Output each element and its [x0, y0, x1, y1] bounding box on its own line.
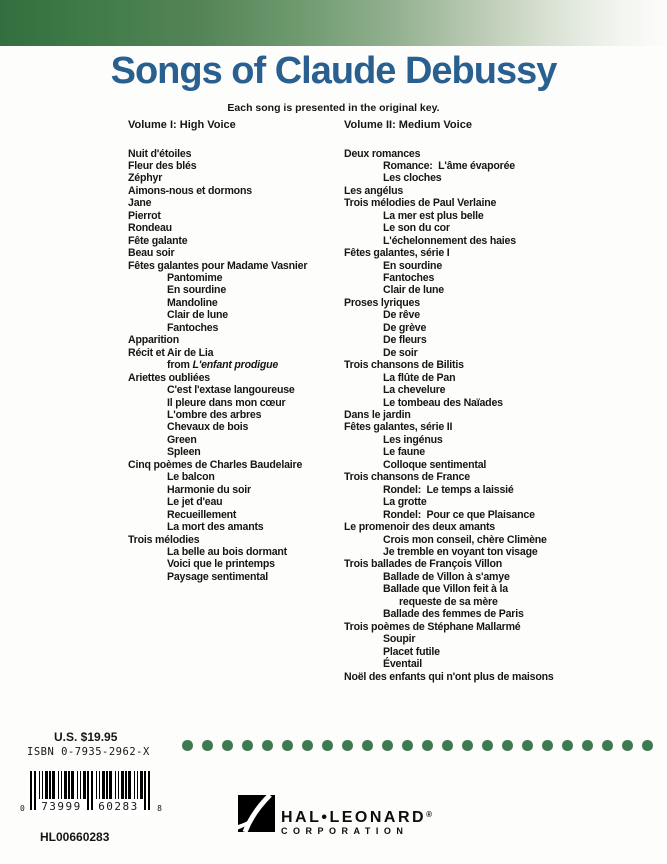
song-title: En sourdine [167, 284, 227, 297]
barcode-guard-middle [87, 771, 93, 810]
song-title: Spleen [167, 446, 201, 459]
volume-2-column [344, 119, 554, 683]
song-title: Fêtes galantes, série I [344, 247, 450, 260]
green-dot [382, 740, 393, 751]
volume-2-song-list [344, 148, 554, 683]
song-title: Beau soir [128, 247, 175, 260]
green-dot [342, 740, 353, 751]
song-title: Apparition [128, 334, 179, 347]
song-title: De rêve [383, 309, 420, 322]
song-title: La flûte de Pan [383, 371, 456, 384]
song-title: Recueillement [167, 508, 237, 521]
song-title: Aimons-nous et dormons [128, 184, 252, 197]
registered-mark: ® [426, 810, 432, 819]
volume-1-column [128, 119, 307, 583]
song-title: Le promenoir des deux amants [344, 521, 495, 534]
hal-leonard-logo [238, 795, 432, 836]
song-title: La grotte [383, 496, 427, 509]
song-title: Rondeau [128, 222, 172, 235]
barcode-digits-group1: 73999 [37, 799, 86, 813]
song-title: Éventail [383, 658, 423, 671]
green-dot [622, 740, 633, 751]
song-title: Fantoches [167, 321, 219, 334]
song-title: Le son du cor [383, 222, 450, 235]
song-title: from L'enfant prodigue [167, 359, 279, 372]
song-title: Trois poèmes de Stéphane Mallarmé [344, 620, 521, 633]
song-title: Trois mélodies de Paul Verlaine [344, 197, 497, 210]
catalog-number: HL00660283 [40, 830, 110, 844]
green-dot [522, 740, 533, 751]
song-title: Fête galante [128, 234, 188, 247]
green-dot [262, 740, 273, 751]
song-title: Ariettes oubliées [128, 371, 210, 384]
song-title: Placet futile [383, 645, 440, 658]
volume-1-song-list [128, 148, 307, 584]
green-dot [562, 740, 573, 751]
green-dot [542, 740, 553, 751]
green-dot [642, 740, 653, 751]
song-title: Pantomime [167, 272, 223, 285]
song-title: La mer est plus belle [383, 209, 484, 222]
song-title: Clair de lune [383, 284, 444, 297]
barcode-digits-group2: 60283 [94, 799, 143, 813]
green-dot [462, 740, 473, 751]
song-title: L'échelonnement des haies [383, 234, 516, 247]
green-dot [322, 740, 333, 751]
green-dot [582, 740, 593, 751]
song-title: Le tombeau des Naïades [383, 396, 503, 409]
song-title: Jane [128, 197, 152, 210]
song-title: Ballade que Villon feit à la [383, 583, 508, 596]
subtitle: Each song is presented in the original key. [227, 102, 440, 114]
song-title: Les angélus [344, 184, 404, 197]
song-title: Nuit d'étoiles [128, 147, 192, 160]
green-dot [302, 740, 313, 751]
song-title: Cinq poèmes de Charles Baudelaire [128, 458, 303, 471]
song-title: De grève [383, 321, 427, 334]
song-title: Récit et Air de Lia [128, 346, 214, 359]
song-title: Soupir [383, 633, 416, 646]
song-title: Le jet d'eau [167, 496, 223, 509]
song-title: Fleur des blés [128, 159, 197, 172]
song-title: Clair de lune [167, 309, 228, 322]
song-title: Mandoline [167, 296, 218, 309]
price-label: U.S. $19.95 [54, 730, 118, 744]
song-title: L'ombre des arbres [167, 409, 262, 422]
song-title: La chevelure [383, 384, 446, 397]
song-title: Trois chansons de France [344, 471, 470, 484]
song-title: Chevaux de bois [167, 421, 249, 434]
song-title: La belle au bois dormant [167, 546, 287, 558]
song-title: Harmonie du soir [167, 483, 251, 496]
green-dot [222, 740, 233, 751]
song-title: Trois chansons de Bilitis [344, 359, 464, 372]
song-title: Paysage sentimental [167, 570, 269, 583]
green-dot [242, 740, 253, 751]
green-dot [602, 740, 613, 751]
song-title: Le balcon [167, 471, 215, 484]
song-title: Colloque sentimental [383, 458, 487, 471]
song-title: Zéphyr [128, 172, 163, 185]
song-title: Ballade de Villon à s'amye [383, 570, 510, 583]
green-dot [442, 740, 453, 751]
song-title: Pierrot [128, 209, 161, 222]
publisher-subtitle: CORPORATION [281, 826, 409, 836]
dot-row [182, 740, 653, 751]
song-title: Proses lyriques [344, 296, 420, 309]
barcode [20, 771, 162, 817]
green-dot [182, 740, 193, 751]
green-dot [502, 740, 513, 751]
song-title: Je tremble en voyant ton visage [383, 546, 538, 558]
top-gradient-bar [0, 0, 667, 46]
song-title: Fêtes galantes, série II [344, 421, 453, 434]
song-title: Fêtes galantes pour Madame Vasnier [128, 259, 308, 272]
song-title: Crois mon conseil, chère Climène [383, 533, 547, 546]
green-dot [482, 740, 493, 751]
song-title: Green [167, 433, 197, 446]
song-title: C'est l'extase langoureuse [167, 384, 295, 397]
song-title: Fantoches [383, 272, 435, 285]
song-title: Ballade des femmes de Paris [383, 608, 524, 621]
song-title: De soir [383, 346, 418, 359]
song-title: Trois mélodies [128, 533, 200, 546]
isbn-label: ISBN 0-7935-2962-X [27, 746, 150, 758]
song-title: La mort des amants [167, 521, 264, 534]
song-title: Le faune [383, 446, 425, 459]
hal-leonard-wordmark [281, 808, 432, 836]
song-title: En sourdine [383, 259, 443, 272]
song-title: Trois ballades de François Villon [344, 558, 503, 571]
publisher-name [281, 808, 432, 824]
barcode-guard-left [30, 771, 36, 810]
green-dot [402, 740, 413, 751]
green-dot [362, 740, 373, 751]
song-title: Noël des enfants qui n'ont plus de maisons [344, 670, 554, 683]
song-title: Deux romances [344, 147, 421, 160]
barcode-right-digit: 8 [157, 804, 162, 813]
song-title: De fleurs [383, 334, 427, 347]
song-title: Romance: L'âme évaporée [383, 159, 515, 172]
song-title: Rondel: Pour ce que Plaisance [383, 508, 535, 521]
page-title: Songs of Claude Debussy [110, 50, 557, 92]
barcode-guard-right [144, 771, 150, 810]
barcode-left-digit: 0 [20, 804, 25, 813]
song-title: Dans le jardin [344, 409, 411, 422]
song-title: Voici que le printemps [167, 558, 275, 571]
song-title: Les ingénus [383, 433, 443, 446]
song-title: Rondel: Le temps a laissié [383, 483, 514, 496]
publisher-name-text: HAL•LEONARD [281, 809, 427, 826]
green-dot [202, 740, 213, 751]
song-title: Les cloches [383, 172, 442, 185]
volume-2-header: Volume II: Medium Voice [344, 119, 472, 131]
volume-1-header: Volume I: High Voice [128, 119, 236, 131]
green-dot [282, 740, 293, 751]
green-dot [422, 740, 433, 751]
song-title: requeste de sa mère [399, 595, 498, 608]
song-title: Il pleure dans mon cœur [167, 396, 286, 409]
hal-leonard-logo-icon [238, 795, 275, 832]
